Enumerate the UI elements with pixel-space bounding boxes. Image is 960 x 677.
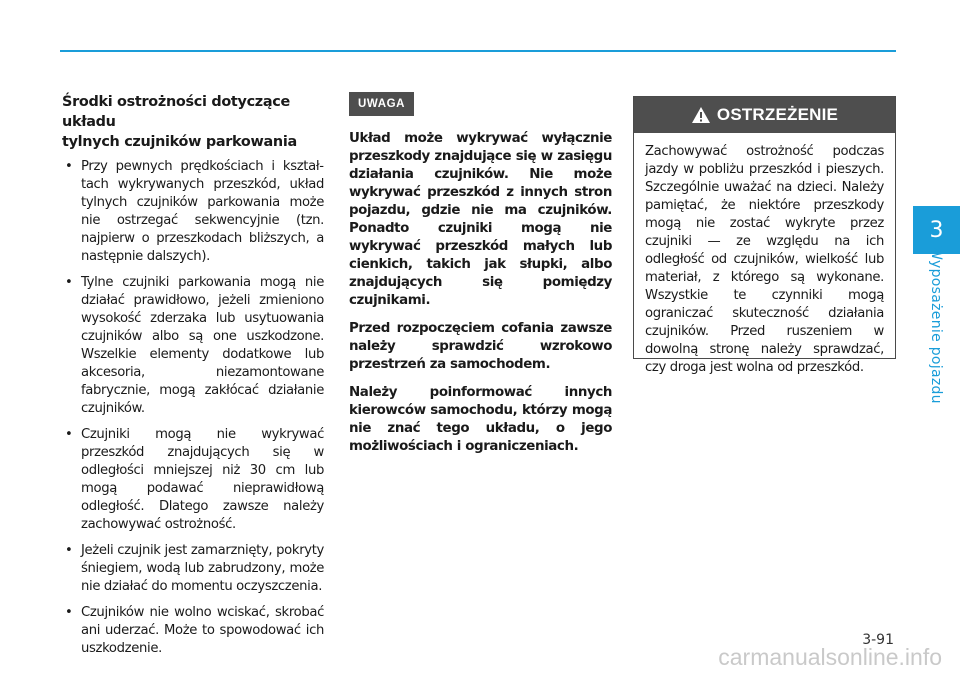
warning-box	[633, 96, 896, 375]
heading-line-2: tylnych czujników parkowania	[62, 134, 297, 150]
sensor-precautions-section	[62, 92, 324, 666]
note-paragraph-3: Należy poinformować innych kierowców samochodu, którzy mogą nie znać tego układu, o jego możliwościach i ograniczeniach.	[349, 385, 612, 454]
list-item: • Jeżeli czujnik jest zamarznięty, pokryty śniegiem, wodą lub zabrudzony, może nie działać do momentu oczyszczenia.	[65, 543, 324, 594]
warning-triangle-icon	[691, 106, 711, 124]
top-rule	[60, 50, 896, 52]
warning-text: Zachowywać ostrożność podczas jazdy w pobliżu przeszkód i pieszych. Szczególnie uważać na dzieci. Należy pamiętać, że niektóre przeszkody mogą nie zostać wykryte przez czujniki — ze względu na ich odległość od czujników, wielkość lub materiał, z którego są wykonane. Wszystkie te czynniki mogą ograniczać skuteczność działania czujników. Przed ruszeniem w dowolną stronę należy sprawdzać, czy droga jest wolna od przeszkód.	[645, 144, 884, 375]
note-paragraph-2: Przed rozpoczęciem cofania zawsze należy sprawdzić wzrokowo przestrzeń za samochodem.	[349, 321, 612, 372]
list-item: • Przy pewnych prędkościach i kształtach wykrywanych przeszkód, układ tylnych czujników parkowania może nie ostrzegać sekwencyjnie (tzn. najpierw o przeszkodach bliższych, a następnie dalszych).	[65, 159, 324, 264]
warning-section	[633, 96, 896, 375]
list-item: • Tylne czujniki parkowania mogą nie działać prawidłowo, jeżeli zmieniono wysokość zderzaka lub usytuowania czujników albo są one uszkodzone. Wszelkie elementy dodatkowe lub akcesoria, niezamontowane fabrycznie, mogą zakłócać działanie czujników.	[65, 275, 324, 416]
section-heading	[62, 92, 324, 152]
chapter-title: Wyposażenie pojazdu	[928, 246, 944, 404]
note-label: UWAGA	[349, 92, 414, 116]
page-number: 3-91	[862, 632, 894, 648]
watermark: carmanualsonline.info	[718, 644, 942, 670]
warning-header	[634, 97, 895, 133]
note-paragraph-1: Układ może wykrywać wyłącznie przeszkody znajdujące się w zasięgu działania czujników. Nie może wykrywać przeszkód z innych stron pojazdu, gdzie nie ma czujników. Ponadto czujniki mogą nie wykrywać przeszkód małych lub cienkich, takich jak słupki, albo znajdujących się pomiędzy czujnikami.	[349, 131, 612, 308]
warning-title: OSTRZEŻENIE	[716, 105, 839, 124]
list-item: • Czujników nie wolno wciskać, skrobać ani uderzać. Może to spowodować ich uszkodzenie.	[65, 605, 324, 656]
chapter-tab: 3	[913, 206, 960, 254]
note-section	[349, 92, 612, 456]
precautions-list	[62, 158, 324, 658]
list-item: • Czujniki mogą nie wykrywać przeszkód znajdujących się w odległości mniejszej niż 30 cm lub mogą podawać nieprawidłową odległość. Dlatego zawsze należy zachowywać ostrożność.	[65, 427, 324, 532]
heading-line-1: Środki ostrożności dotyczące układu	[62, 94, 290, 130]
